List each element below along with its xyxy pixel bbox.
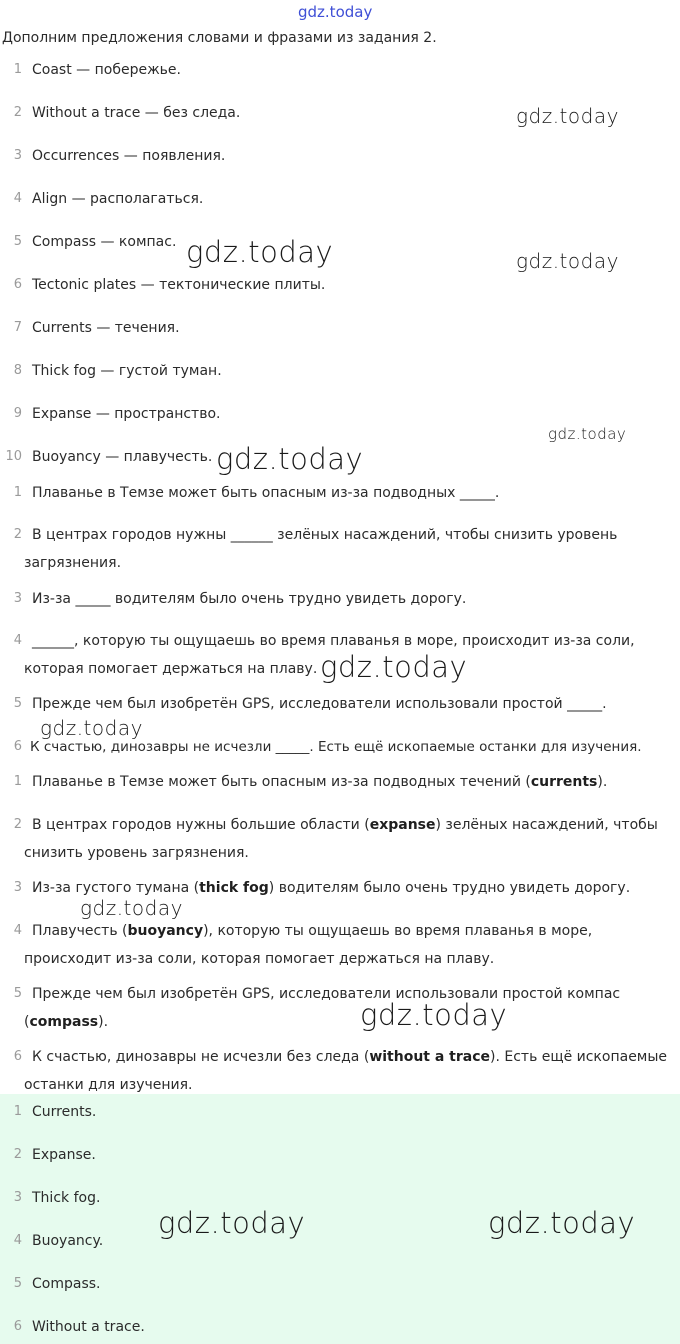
watermark: gdz.today [186, 235, 334, 269]
watermark-top: gdz.today [298, 3, 373, 21]
watermark: gdz.today [360, 998, 508, 1032]
intro-text: Дополним предложения словами и фразами из задания 2. [2, 30, 437, 46]
watermark: gdz.today [158, 1206, 306, 1240]
watermark: gdz.today [320, 650, 468, 684]
watermark: gdz.today [40, 716, 143, 740]
answer-word: without a trace [369, 1049, 491, 1065]
answer-word: compass [29, 1014, 99, 1030]
answer-word: thick fog [199, 880, 269, 896]
watermark: gdz.today [548, 425, 627, 443]
watermark: gdz.today [216, 442, 364, 476]
watermark: gdz.today [516, 249, 619, 273]
watermark: gdz.today [488, 1206, 636, 1240]
answer-word: buoyancy [127, 923, 204, 939]
watermark: gdz.today [80, 896, 183, 920]
answer-word: currents [530, 774, 598, 790]
watermark: gdz.today [516, 104, 619, 128]
answer-word: expanse [369, 817, 436, 833]
